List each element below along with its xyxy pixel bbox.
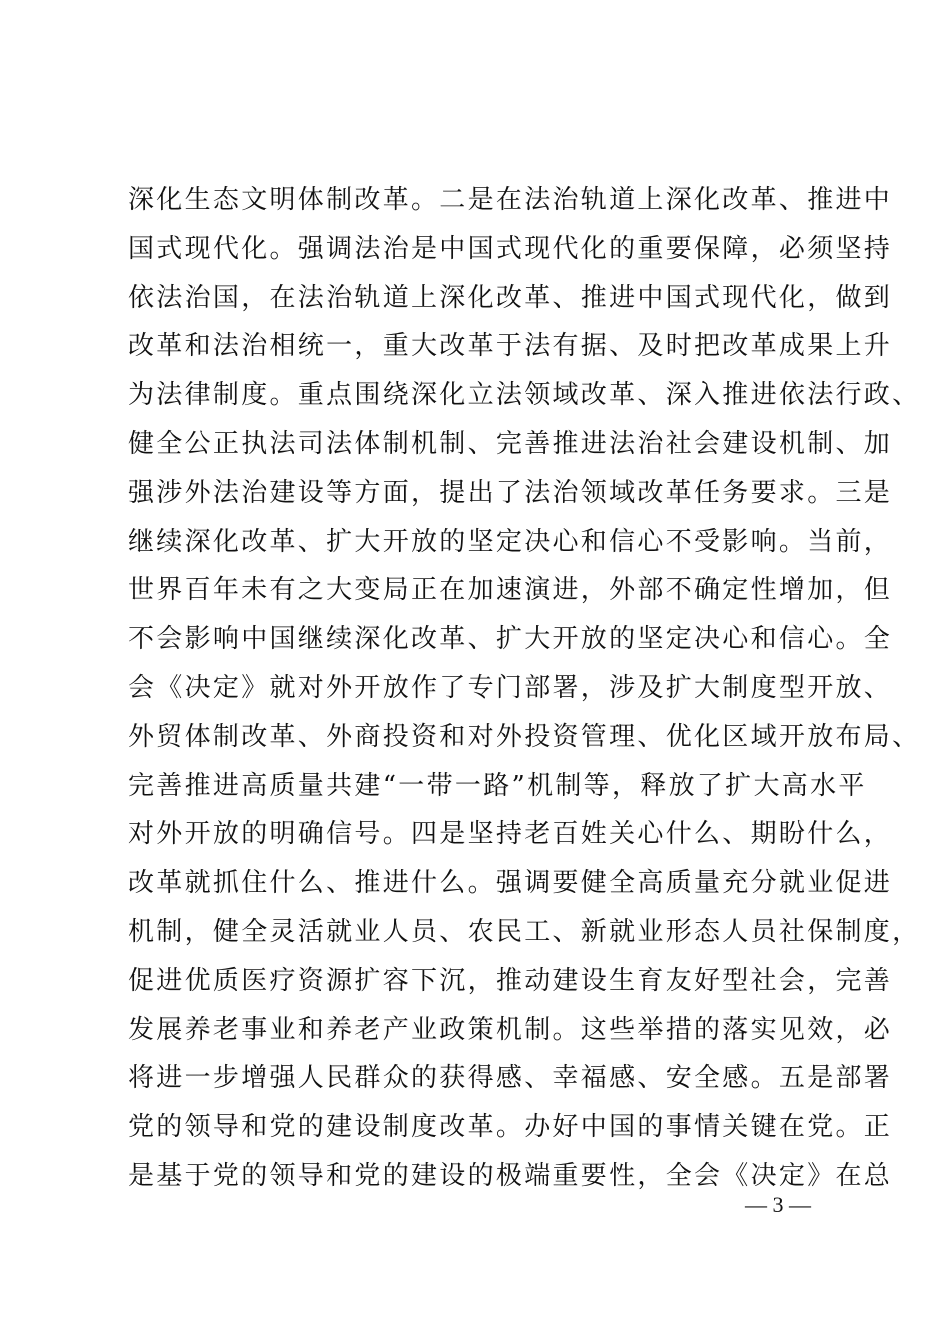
text-line-9: 世界百年未有之大变局正在加速演进，外部不确定性增加，但 — [128, 575, 893, 606]
text-line-14: 对外开放的明确信号。四是坚持老百姓关心什么、期盼什么， — [128, 819, 893, 850]
text-line-3: 依法治国，在法治轨道上深化改革、推进中国式现代化，做到 — [128, 282, 893, 313]
text-line-12: 外贸体制改革、外商投资和对外投资管理、优化区域开放布局、 — [128, 721, 921, 752]
text-line-13: 完善推进高质量共建“一带一路”机制等，释放了扩大高水平 — [128, 770, 867, 801]
text-line-6: 健全公正执法司法体制机制、完善推进法治社会建设机制、加 — [128, 428, 893, 459]
text-line-10: 不会影响中国继续深化改革、扩大开放的坚定决心和信心。全 — [128, 624, 893, 655]
text-line-11: 会《决定》就对外开放作了专门部署，涉及扩大制度型开放、 — [128, 672, 893, 703]
text-line-19: 将进一步增强人民群众的获得感、幸福感、安全感。五是部署 — [128, 1063, 893, 1094]
text-line-21: 是基于党的领导和党的建设的极端重要性，全会《决定》在总 — [128, 1160, 893, 1191]
text-line-18: 发展养老事业和养老产业政策机制。这些举措的落实见效，必 — [128, 1014, 893, 1045]
text-line-2: 国式现代化。强调法治是中国式现代化的重要保障，必须坚持 — [128, 233, 893, 264]
text-line-1: 深化生态文明体制改革。二是在法治轨道上深化改革、推进中 — [128, 185, 893, 215]
text-line-16: 机制，健全灵活就业人员、农民工、新就业形态人员社保制度， — [128, 916, 921, 947]
text-line-15: 改革就抓住什么、推进什么。强调要健全高质量充分就业促进 — [128, 868, 893, 899]
body-text — [128, 176, 921, 1201]
text-line-8: 继续深化改革、扩大开放的坚定决心和信心不受影响。当前， — [128, 526, 893, 557]
text-line-4: 改革和法治相统一，重大改革于法有据、及时把改革成果上升 — [128, 331, 893, 362]
text-line-17: 促进优质医疗资源扩容下沉，推动建设生育友好型社会，完善 — [128, 965, 893, 996]
page-number: — 3 — — [745, 1192, 811, 1217]
text-line-20: 党的领导和党的建设制度改革。办好中国的事情关键在党。正 — [128, 1112, 893, 1143]
text-line-7: 强涉外法治建设等方面，提出了法治领域改革任务要求。三是 — [128, 477, 893, 508]
text-line-5: 为法律制度。重点围绕深化立法领域改革、深入推进依法行政、 — [128, 380, 921, 411]
